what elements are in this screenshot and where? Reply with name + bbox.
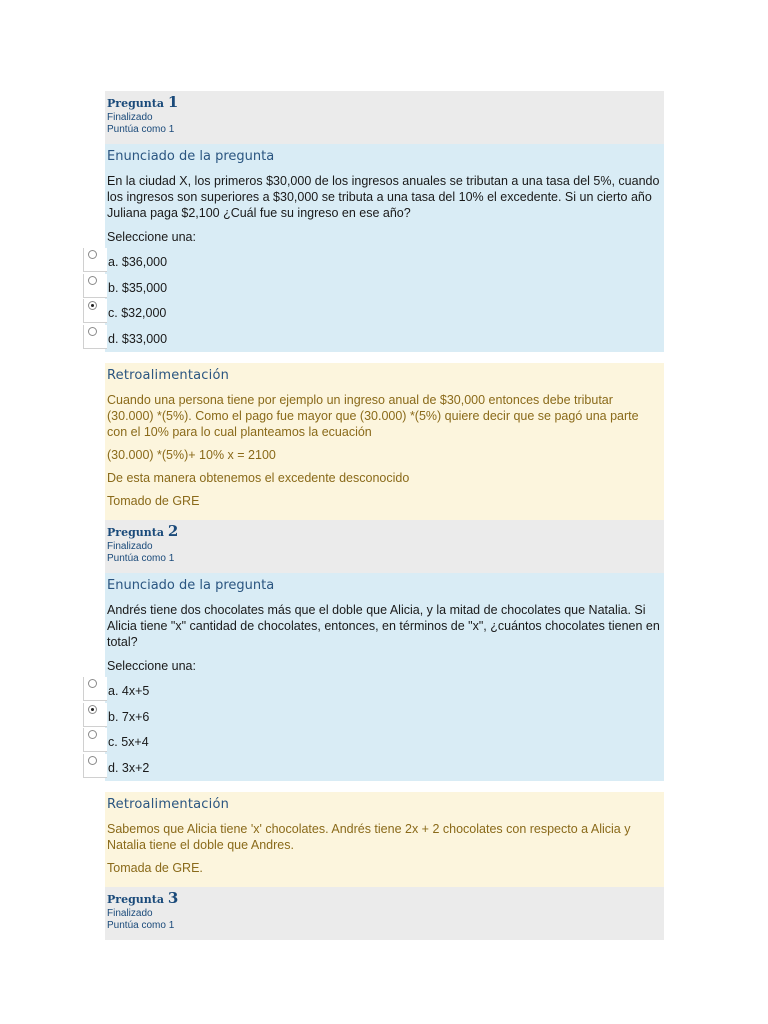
question-number: Pregunta 2 xyxy=(107,522,179,540)
question-feedback xyxy=(105,792,664,887)
radio-button[interactable] xyxy=(83,248,107,272)
feedback-paragraph: (30.000) *(5%)+ 10% x = 2100 xyxy=(107,448,276,462)
radio-button[interactable] xyxy=(83,754,107,778)
answer-label[interactable]: a. 4x+5 xyxy=(108,684,150,698)
answer-label[interactable]: d. 3x+2 xyxy=(108,760,150,775)
question-state: Finalizado xyxy=(107,541,153,552)
question-1 xyxy=(105,91,664,520)
feedback-title: Retroalimentación xyxy=(107,368,230,383)
answer-label[interactable]: c. 5x+4 xyxy=(108,735,149,749)
question-info xyxy=(105,520,664,573)
answer-option[interactable] xyxy=(107,703,664,729)
answer-label[interactable]: d. $33,000 xyxy=(108,331,168,346)
answer-prompt: Seleccione una: xyxy=(107,659,196,673)
answer-label[interactable]: a. $36,000 xyxy=(108,255,168,269)
radio-button[interactable] xyxy=(83,274,107,298)
answer-label[interactable]: b. 7x+6 xyxy=(108,709,150,724)
answer-option[interactable] xyxy=(107,677,664,703)
question-state: Finalizado xyxy=(107,112,153,123)
answer-option[interactable] xyxy=(107,754,664,780)
question-info xyxy=(105,91,664,144)
feedback-paragraph: De esta manera obtenemos el excedente desconocido xyxy=(107,471,410,485)
question-feedback xyxy=(105,363,664,520)
question-number: Pregunta 3 xyxy=(107,889,179,907)
question-number: Pregunta 1 xyxy=(107,93,179,111)
question-grade: Puntúa como 1 xyxy=(107,920,175,931)
answer-list xyxy=(107,248,664,350)
quiz-review-page xyxy=(105,91,664,940)
question-2 xyxy=(105,520,664,887)
feedback-title: Retroalimentación xyxy=(107,797,230,812)
feedback-paragraph: Sabemos que Alicia tiene 'x' chocolates. Andrés tiene 2x + 2 chocolates con respecto a Alicia y Natalia tiene el doble que Andres. xyxy=(107,822,631,852)
formulation-title: Enunciado de la pregunta xyxy=(107,149,275,164)
question-info xyxy=(105,887,664,940)
answer-label[interactable]: b. $35,000 xyxy=(108,280,168,295)
question-formulation xyxy=(105,573,664,781)
answer-option[interactable] xyxy=(107,299,664,325)
answer-option[interactable] xyxy=(107,274,664,300)
question-text: En la ciudad X, los primeros $30,000 de los ingresos anuales se tributan a una tasa del 5%, cuando los ingresos son superiores a $30,000 se tributa a una tasa del 10% el excedente. Si un cierto año Juliana paga $2,100 ¿Cuál fue su ingreso en ese año? xyxy=(107,174,660,220)
answer-list xyxy=(107,677,664,779)
feedback-paragraph: Tomado de GRE xyxy=(107,494,200,508)
feedback-text xyxy=(107,392,662,509)
question-formulation xyxy=(105,144,664,352)
radio-button[interactable] xyxy=(83,703,107,727)
answer-option[interactable] xyxy=(107,728,664,754)
question-grade: Puntúa como 1 xyxy=(107,553,175,564)
radio-button[interactable] xyxy=(83,677,107,701)
question-grade: Puntúa como 1 xyxy=(107,124,175,135)
answer-option[interactable] xyxy=(107,248,664,274)
radio-button[interactable] xyxy=(83,299,107,323)
answer-prompt: Seleccione una: xyxy=(107,230,196,244)
question-text: Andrés tiene dos chocolates más que el doble que Alicia, y la mitad de chocolates que Natalia. Si Alicia tiene "x" cantidad de chocolates, entonces, en términos de "x", ¿cuántos chocolates tienen en total? xyxy=(107,603,660,649)
feedback-paragraph: Cuando una persona tiene por ejemplo un ingreso anual de $30,000 entonces debe tributar (30.000) *(5%). Como el pago fue mayor que (30.000) *(5%) quiere decir que se pagó una parte con el 10% para lo cual planteamos la ecuación xyxy=(107,393,639,439)
question-state: Finalizado xyxy=(107,908,153,919)
formulation-title: Enunciado de la pregunta xyxy=(107,578,275,593)
feedback-paragraph: Tomada de GRE. xyxy=(107,861,203,875)
radio-button[interactable] xyxy=(83,728,107,752)
feedback-text xyxy=(107,821,662,876)
answer-option[interactable] xyxy=(107,325,664,351)
question-3 xyxy=(105,887,664,940)
answer-label[interactable]: c. $32,000 xyxy=(108,306,167,320)
radio-button[interactable] xyxy=(83,325,107,349)
